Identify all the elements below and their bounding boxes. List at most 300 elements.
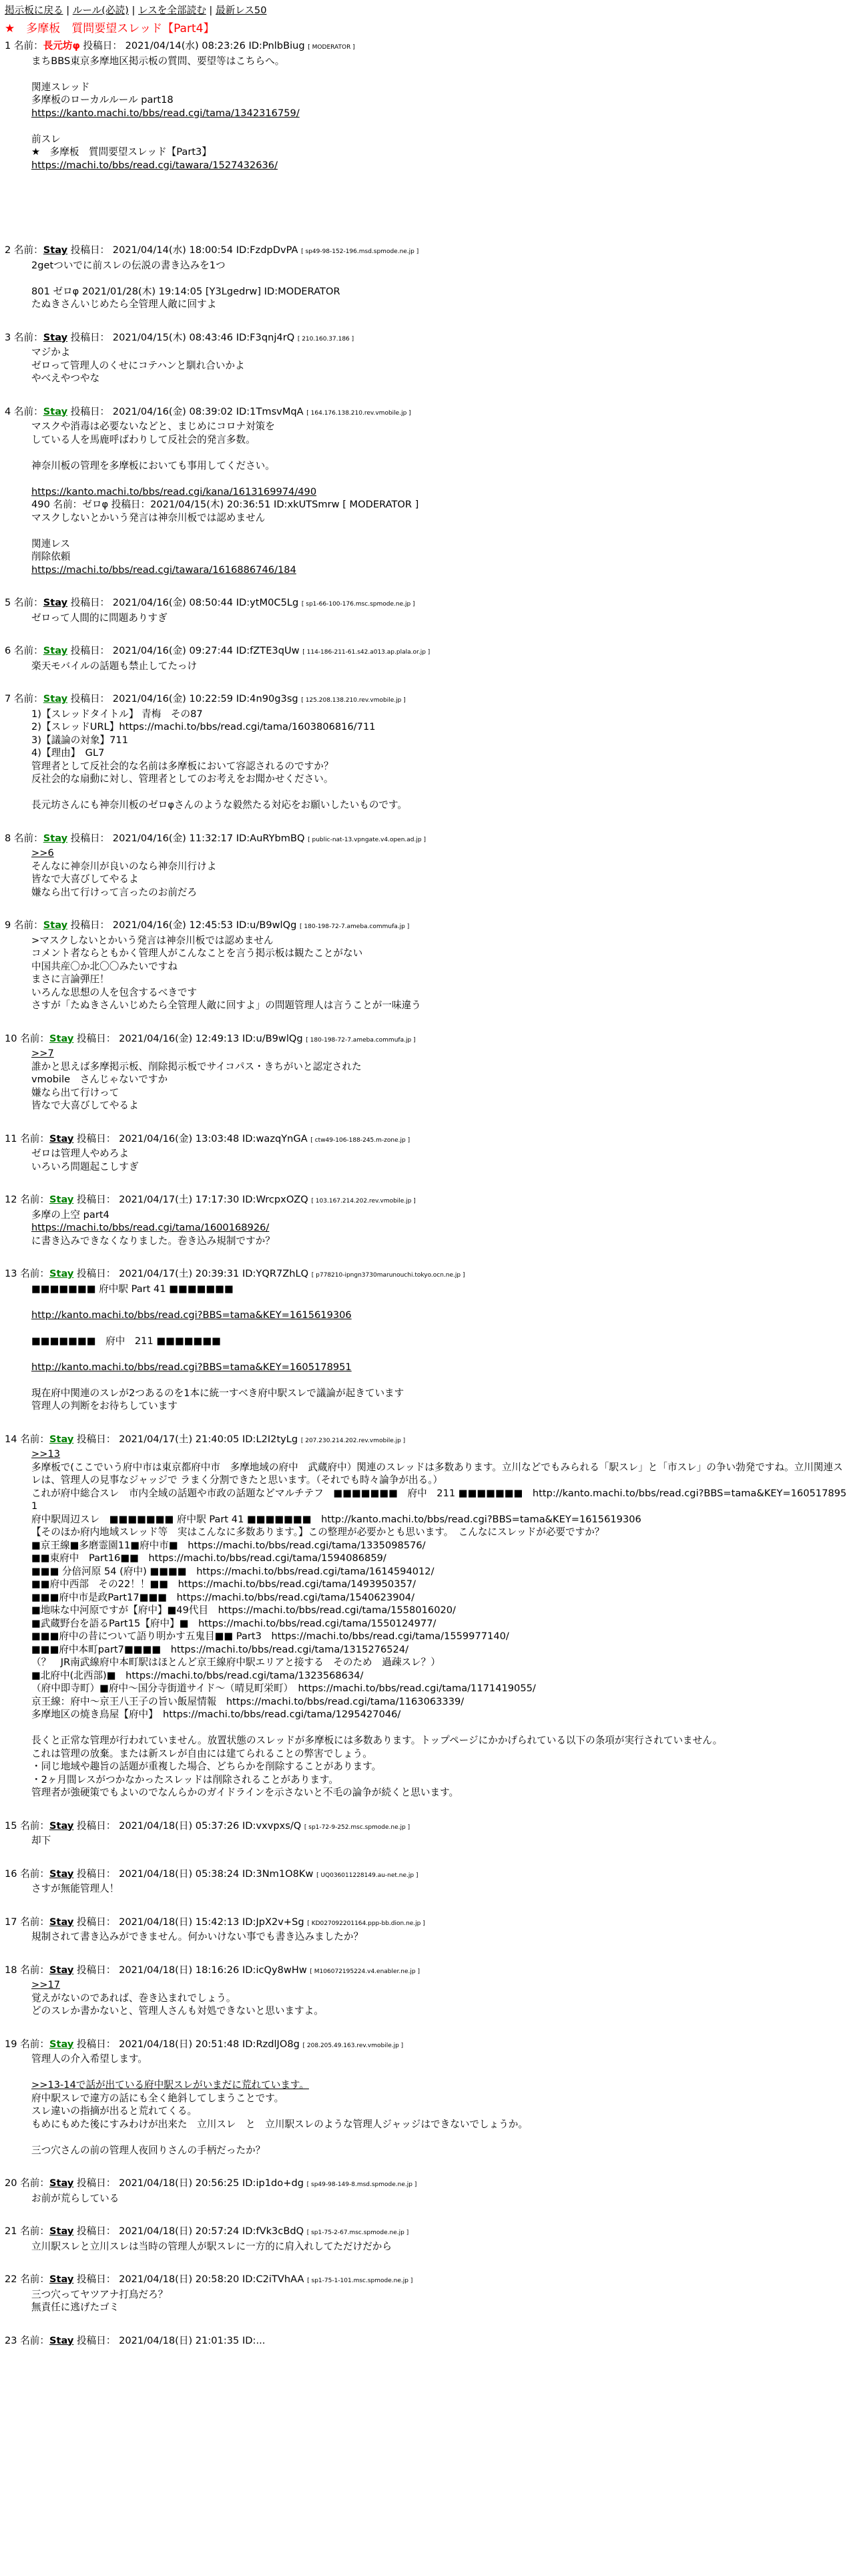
latest-50-link[interactable]: 最新レス50 — [216, 5, 267, 16]
post-id: ID:3Nm1O8Kw — [242, 1868, 314, 1880]
post-line-row — [31, 133, 852, 146]
rules-link[interactable]: ルール(必読) — [72, 5, 129, 16]
post-line: 801 ゼロφ 2021/01/28(木) 19:14:05 [Y3Lgedrw] ID:MODERATOR — [31, 285, 340, 297]
post-link[interactable]: https://machi.to/bbs/read.cgi/tawara/1527432636/ — [31, 159, 278, 171]
post-line-row — [31, 1060, 852, 1074]
post-date: 2021/04/16(金) 08:50:44 — [112, 597, 234, 608]
post-line-row — [31, 538, 852, 551]
post-header: 10 名前：Stay 投稿日： 2021/04/16(金) 12:49:13 ID:u/B9wlQg [ 180-198-72-7.ameba.commufa.jp ] — [5, 1032, 416, 1044]
post-date: 2021/04/18(日) 21:01:35 — [119, 2334, 240, 2346]
post-body — [31, 1882, 852, 1896]
post-line-row — [31, 2066, 852, 2079]
post-host: [ sp1-75-1-101.msc.spmode.ne.jp ] — [307, 2278, 413, 2284]
post-number: 8 — [5, 832, 11, 844]
post — [5, 2177, 852, 2205]
post-id: ID:PnlbBiug — [248, 40, 305, 51]
post-header: 12 名前：Stay 投稿日： 2021/04/17(土) 17:17:30 ID:WrcpxOZQ [ 103.167.214.202.rev.vmobile.jp ] — [5, 1194, 416, 1205]
post-header: 11 名前：Stay 投稿日： 2021/04/16(金) 13:03:48 ID:wazqYnGA [ ctw49-106-188-245.m-zone.jp ] — [5, 1132, 410, 1144]
post-line: ■■■府中本町part7■■■■ https://machi.to/bbs/read.cgi/tama/1315276524/ — [31, 1643, 409, 1655]
post-line-row — [31, 1147, 852, 1160]
post-line-row — [31, 146, 852, 159]
post-header: 7 名前：Stay 投稿日： 2021/04/16(金) 10:22:59 ID:4n90g3sg [ 125.208.138.210.rev.vmobile.jp ] — [5, 693, 406, 704]
post-line: さすが「たぬきさんいじめたら全管理人敵に回すよ」の問題管理人は言うことが一味違う — [31, 1000, 421, 1011]
post — [5, 331, 852, 385]
post-line: コメント者ならともかく管理人がこんなことを言う掲示板は観たことがない — [31, 947, 363, 959]
post-line-row — [31, 93, 852, 107]
poster-name[interactable]: 長元坊φ — [43, 40, 80, 51]
post-line-row — [31, 720, 852, 734]
post-line-row — [31, 2053, 852, 2066]
post-line-row — [31, 2105, 852, 2118]
post-date: 2021/04/18(日) 20:57:24 — [119, 2225, 240, 2237]
post-id: ID:ip1do+dg — [242, 2177, 304, 2189]
post-line: 三つ穴ってヤツアナ打鳥だろ？ — [31, 2288, 168, 2300]
post — [5, 2334, 852, 2350]
post-line: 嫌なら出て行けって言ったのお前だろ — [31, 886, 198, 898]
post-host: [ 210.160.37.186 ] — [297, 335, 354, 343]
post-line-row — [31, 1669, 852, 1683]
post-number: 13 — [5, 1268, 17, 1279]
post-date: 2021/04/14(水) 18:00:54 — [112, 244, 234, 256]
post — [5, 919, 852, 1012]
post-line: 神奈川板の管理を多摩板においても事用してください。 — [31, 459, 275, 471]
post-link[interactable]: >>17 — [31, 1979, 61, 1990]
post-header: 6 名前：Stay 投稿日： 2021/04/16(金) 09:27:44 ID:fZTE3qUw [ 114-186-211-61.s42.a013.ap.plala.or.jp ] — [5, 645, 431, 656]
post-line: これは管理の放棄。または新スレが自由には建てられることの弊害でしょう。 — [31, 1747, 372, 1759]
post-header: 5 名前：Stay 投稿日： 2021/04/16(金) 08:50:44 ID:ytM0C5Lg [ sp1-66-100-176.msc.spmode.ne.jp ] — [5, 597, 415, 608]
post-line-row — [31, 472, 852, 485]
post — [5, 1916, 852, 1944]
post-number: 20 — [5, 2177, 17, 2189]
poster-name[interactable]: Stay — [49, 1964, 74, 1976]
post-id: ID:AuRYbmBQ — [236, 832, 305, 844]
post-host: [ ctw49-106-188-245.m-zone.jp ] — [310, 1136, 410, 1144]
post-line: 却下 — [31, 1835, 51, 1846]
post-line-row — [31, 1373, 852, 1387]
post-line: ■■■ 分倍河原 54 (府中) ■■■■ https://machi.to/bbs/read.cgi/tama/1614594012/ — [31, 1565, 435, 1577]
post-line: 管理者が強硬策でもよいのでなんらかのガイドラインを示さないと不毛の論争が続くと思います。 — [31, 1787, 459, 1798]
post-id: ID:vxvpxs/Q — [242, 1819, 302, 1832]
post-line: ■北府中(北西部)■ https://machi.to/bbs/read.cgi/tama/1323568634/ — [31, 1669, 364, 1681]
post — [5, 596, 852, 624]
post-line: 関連スレッド — [31, 81, 90, 93]
post-line-row — [31, 1747, 852, 1761]
post-host: [ 180-198-72-7.ameba.commufa.jp ] — [306, 1036, 416, 1044]
post-line: 楽天モバイルの話題も禁止してたっけ — [31, 660, 198, 672]
post-line-row — [31, 359, 852, 373]
post-header: 15 名前：Stay 投稿日： 2021/04/18(日) 05:37:26 ID:vxvpxs/Q [ sp1-72-9-252.msc.spmode.ne.jp ] — [5, 1819, 410, 1832]
post-body — [31, 2288, 852, 2314]
poster-name[interactable]: Stay — [49, 1819, 74, 1832]
post-line: ・2ヶ月間レスがつかなかったスレッドは削除されることがあります。 — [31, 1773, 338, 1785]
post-line-row — [31, 485, 852, 499]
post — [5, 1819, 852, 1848]
post-line-row — [31, 1448, 852, 1461]
post-line: 管理者として反社会的な名前は多摩板において容認されるのですか？ — [31, 760, 334, 772]
post-link[interactable]: >>7 — [31, 1048, 54, 1059]
post-line: ■■■府中の昔について語り明かす五鬼目■■ Part3 https://machi.to/bbs/read.cgi/tama/1559977140/ — [31, 1631, 509, 1642]
post-line: いろいろ問題起こしすぎ — [31, 1160, 139, 1172]
post-line-row — [31, 1539, 852, 1552]
post-body — [31, 660, 852, 673]
post-line-row — [31, 746, 852, 760]
post-id: ID:JpX2v+Sg — [242, 1916, 304, 1928]
post-body — [31, 420, 852, 576]
post-line-row — [31, 786, 852, 799]
poster-name[interactable]: Stay — [49, 2177, 74, 2189]
post-line-row — [31, 1461, 852, 1487]
post — [5, 1868, 852, 1896]
post-header: 23 名前：Stay 投稿日： 2021/04/18(日) 21:01:35 ID:... — [5, 2334, 266, 2346]
poster-name[interactable]: Stay — [43, 693, 68, 704]
read-all-link[interactable]: レスを全部読む — [138, 5, 206, 16]
post-line: 2getついでに前スレの伝説の書き込みを1つ — [31, 259, 226, 271]
post-header: 1 名前：長元坊φ 投稿日： 2021/04/14(水) 08:23:26 ID:PnlbBiug [ MODERATOR ] — [5, 40, 355, 51]
post-line-row — [31, 285, 852, 298]
post-number: 21 — [5, 2225, 17, 2237]
post-line-row — [31, 107, 852, 120]
post-line-row — [31, 420, 852, 433]
post-number: 22 — [5, 2274, 17, 2285]
post-host: [ 207.230.214.202.rev.vmobile.jp ] — [300, 1437, 406, 1444]
post-line-row — [31, 1209, 852, 1222]
post-line-row — [31, 886, 852, 899]
post-number: 2 — [5, 244, 11, 256]
post-line-row — [31, 272, 852, 285]
post-line-row — [31, 372, 852, 385]
post-line: 長くと正常な管理が行われていません。放置状態のスレッドが多摩板には多数あります。トップページにかかげられている以下の条項が実行されていません。 — [31, 1735, 723, 1746]
poster-name[interactable]: Stay — [49, 1868, 74, 1880]
poster-name[interactable]: Stay — [43, 832, 68, 844]
post-line: ■地味な中河原ですが【府中】■49代目 https://machi.to/bbs/read.cgi/tama/1558016020/ — [31, 1604, 456, 1616]
post-header: 16 名前：Stay 投稿日： 2021/04/18(日) 05:38:24 ID:3Nm1O8Kw [ UQ036011228149.au-net.ne.jp ] — [5, 1868, 418, 1880]
post-line: 嫌なら出て行けって — [31, 1086, 119, 1098]
post-line: （府中即寺町）■府中〜国分寺街道サイド〜（晴見町栄町） https://machi.to/bbs/read.cgi/tama/1171419055/ — [31, 1683, 536, 1694]
post-line: まちBBS東京多摩地区掲示板の質問、要望等はこちらへ。 — [31, 55, 285, 67]
post-link[interactable]: https://machi.to/bbs/read.cgi/tawara/1616886746/184 — [31, 564, 296, 576]
post — [5, 832, 852, 899]
post-line-row — [31, 1552, 852, 1565]
post-host: [ 103.167.214.202.rev.vmobile.jp ] — [311, 1198, 416, 1205]
poster-name[interactable]: Stay — [49, 1194, 74, 1205]
post-line-row — [31, 934, 852, 947]
poster-name[interactable]: Stay — [49, 2334, 74, 2346]
post-line-row — [31, 55, 852, 68]
post-line: さすが無能管理人！ — [31, 1883, 119, 1894]
post-line-row — [31, 612, 852, 625]
post-body — [31, 1978, 852, 2018]
nav-separator: | — [63, 5, 73, 16]
post-line: 長元坊さんにも神奈川板のゼロφさんのような毅然たる対応をお願いしたいものです。 — [31, 799, 408, 811]
post-date: 2021/04/18(日) 15:42:13 — [119, 1916, 240, 1928]
post-line-row — [31, 799, 852, 812]
post-line-row — [31, 960, 852, 974]
post-body — [31, 1147, 852, 1173]
post-line: 多摩板のローカルルール part18 — [31, 94, 174, 105]
post-line-row — [31, 1565, 852, 1578]
poster-name[interactable]: Stay — [49, 1268, 74, 1279]
poster-name[interactable]: Stay — [49, 2274, 74, 2285]
post-line-row — [31, 2118, 852, 2131]
post-date: 2021/04/16(金) 12:45:53 — [112, 919, 234, 931]
post-link[interactable]: http://kanto.machi.to/bbs/read.cgi?BBS=tama&KEY=1615619306 — [31, 1309, 352, 1321]
post — [5, 244, 852, 311]
post-line-row — [31, 172, 852, 185]
post-host: [ M106072195224.v4.enabler.ne.jp ] — [310, 1968, 420, 1975]
post-line: 多摩の上空 part4 — [31, 1209, 109, 1221]
post-line-row — [31, 973, 852, 986]
post-line: 皆なで大喜びしてやるよ — [31, 1100, 139, 1111]
post-line: ゼロは管理人やめろよ — [31, 1148, 129, 1159]
post-line-row — [31, 1309, 852, 1322]
poster-name[interactable]: Stay — [43, 597, 68, 608]
poster-name[interactable]: Stay — [43, 331, 68, 343]
post-link[interactable]: https://kanto.machi.to/bbs/read.cgi/kana/1613169974/490 — [31, 485, 317, 497]
post-line-row — [31, 1604, 852, 1617]
post-line: ゼロって管理人のくせにコテハンと馴れ合いかよ — [31, 359, 245, 371]
post-line-row — [31, 2240, 852, 2253]
post-number: 12 — [5, 1194, 17, 1205]
post-link[interactable]: https://machi.to/bbs/read.cgi/tama/1600168926/ — [31, 1222, 270, 1233]
poster-name[interactable]: Stay — [49, 1916, 74, 1928]
post-line: 多摩地区の焼き鳥屋【府中】 https://machi.to/bbs/read.cgi/tama/1295427046/ — [31, 1709, 401, 1720]
post-line-row — [31, 1773, 852, 1787]
post-line-row — [31, 1347, 852, 1361]
post-line: >マスクしないとかいう発言は神奈川板では認めません — [31, 934, 274, 946]
post-line-row — [31, 847, 852, 860]
post-line: やべえやつやな — [31, 373, 100, 384]
post-line-row — [31, 1930, 852, 1944]
post-date: 2021/04/16(金) 11:32:17 — [112, 832, 234, 844]
post-line-row — [31, 1047, 852, 1060]
post-line-row — [31, 1656, 852, 1669]
post-id: ID:fZTE3qUw — [236, 645, 300, 656]
post-line: ■武蔵野台を語るPart15【府中】■ https://machi.to/bbs/read.cgi/tama/1550124977/ — [31, 1617, 437, 1629]
post-date: 2021/04/14(水) 08:23:26 — [125, 40, 246, 51]
post-line: ■■府中西部 その22！！■■ https://machi.to/bbs/read.cgi/tama/1493950357/ — [31, 1578, 416, 1590]
post-id: ID:F3qnj4rQ — [236, 331, 295, 343]
post-body — [31, 55, 852, 224]
post-date: 2021/04/16(金) 10:22:59 — [112, 693, 234, 704]
post-host: [ sp1-66-100-176.msc.spmode.ne.jp ] — [301, 601, 415, 608]
post-body — [31, 612, 852, 625]
post-line: ■■■府中市是政Part17■■■ https://machi.to/bbs/read.cgi/tama/1540623904/ — [31, 1591, 414, 1603]
post-date: 2021/04/16(金) 08:39:02 — [112, 405, 234, 417]
post — [5, 39, 852, 224]
post-line: vmobile さんじゃないですか — [31, 1074, 168, 1085]
post-host: [ 208.205.49.163.rev.vmobile.jp ] — [302, 2042, 404, 2049]
post-body — [31, 259, 852, 311]
post-line-row — [31, 459, 852, 473]
post-host: [ 180-198-72-7.ameba.commufa.jp ] — [300, 923, 410, 930]
post-line: マスクしないとかいう発言は神奈川板では認めません — [31, 511, 266, 523]
post-line: 490 名前：ゼロφ 投稿日：2021/04/15(木) 20:36:51 ID:xkUTSmrw [ MODERATOR ] — [31, 499, 419, 510]
post-line: 無責任に逃げたゴミ — [31, 2302, 119, 2313]
post-date: 2021/04/17(土) 21:40:05 — [119, 1433, 240, 1445]
post-body — [31, 2240, 852, 2253]
post-line-row — [31, 1643, 852, 1657]
post-id: ID:L2I2tyLg — [242, 1433, 298, 1445]
post-date: 2021/04/16(金) 12:49:13 — [119, 1032, 240, 1044]
post-line: スレ違いの指摘が出ると荒れてくる。 — [31, 2105, 198, 2117]
post-host: [ 125.208.138.210.rev.vmobile.jp ] — [301, 697, 406, 704]
post-line: 管理人の介入希望します。 — [31, 2053, 148, 2065]
post-id: ID:u/B9wlQg — [236, 919, 297, 931]
post-number: 17 — [5, 1916, 17, 1928]
post-number: 18 — [5, 1964, 17, 1976]
post-line: ゼロって人間的に問題ありすぎ — [31, 612, 168, 624]
post-line-row — [31, 346, 852, 359]
post-id: ID:YQR7ZhLQ — [242, 1268, 309, 1279]
post-line: 立川駅スレと立川スレは当時の管理人が駅スレに一方的に肩入れしてただけだから — [31, 2240, 392, 2252]
post-number: 9 — [5, 919, 11, 931]
post-header: 18 名前：Stay 投稿日： 2021/04/18(日) 18:16:26 ID:icQy8wHw [ M106072195224.v4.enabler.ne.jp ] — [5, 1964, 420, 1976]
post-line-row — [31, 2288, 852, 2302]
post-line: そんなに神奈川が良いのなら神奈川行けよ — [31, 860, 217, 872]
post-line: ■京王線■多磨霊園11■府中市■ https://machi.to/bbs/read.cgi/tama/1335098576/ — [31, 1539, 426, 1551]
post-id: ID:1TmsvMqA — [236, 405, 304, 417]
post-line: 【そのほか府内地域スレッド等 実はこんなに多数あります。】この整理が必要かとも思います。 こんなにスレッドが必要ですか？ — [31, 1526, 605, 1538]
back-to-board-link[interactable]: 掲示板に戻る — [5, 5, 63, 16]
post-host: [ public-nat-13.vpngate.v4.open.ad.jp ] — [308, 836, 426, 843]
poster-name[interactable]: Stay — [43, 405, 68, 417]
post-date: 2021/04/18(日) 05:37:26 — [119, 1819, 240, 1832]
post-line-row — [31, 2144, 852, 2157]
post-id: ID:C2iTVhAA — [242, 2274, 304, 2285]
poster-name[interactable]: Stay — [49, 1132, 74, 1144]
post-header: 14 名前：Stay 投稿日： 2021/04/17(土) 21:40:05 ID:L2I2tyLg [ 207.230.214.202.rev.vmobile.jp ] — [5, 1433, 406, 1445]
post-id: ID:RzdlJO8g — [242, 2038, 300, 2050]
post-line: ■■■■■■■ 府中 211 ■■■■■■■ — [31, 1335, 221, 1347]
post-line: ■■■■■■■ 府中駅 Part 41 ■■■■■■■ — [31, 1283, 234, 1295]
post-line: 削除依頼 — [31, 551, 71, 562]
poster-name[interactable]: Stay — [43, 244, 68, 256]
post-line: に書き込みできなくなりました。巻き込み規制ですか？ — [31, 1235, 275, 1247]
thread-title: ★ 多摩板 質問要望スレッド【Part4】 — [5, 21, 215, 35]
post-link[interactable]: >>13-14で話が出ている府中駅スレがいまだに荒れています。 — [31, 2079, 309, 2091]
post-header: 2 名前：Stay 投稿日： 2021/04/14(水) 18:00:54 ID:FzdpDvPA [ sp49-98-152-196.msd.spmode.ne.jp ] — [5, 244, 419, 256]
post-line: 多摩板で(ここでいう府中市は東京都府中市 多摩地域の府中 武蔵府中）関連のスレッドは多数あります。立川などでもみられる「駅スレ」と「市スレ」の争い勃発ですね。立川関連スレは、管理人の見事なジャッジで ラまく分割できたと思います。（それでも時々論争が出る。） — [31, 1461, 843, 1486]
post-number: 4 — [5, 405, 11, 417]
post-line-row — [31, 1221, 852, 1235]
post-line-row — [31, 1978, 852, 1992]
post-link[interactable]: >>13 — [31, 1448, 61, 1460]
post-body — [31, 847, 852, 899]
post-line: ・同じ地域や趣旨の話題が重複した場合、どちらかを削除することがあります。 — [31, 1761, 382, 1772]
post-line-row — [31, 1682, 852, 1695]
post-line-row — [31, 550, 852, 564]
post — [5, 2225, 852, 2253]
post — [5, 2273, 852, 2314]
post-link[interactable]: >>6 — [31, 847, 54, 859]
post-host: [ p778210-ipngn3730marunouchi.tokyo.ocn.ne.jp ] — [311, 1272, 465, 1279]
post-line: 関連レス — [31, 538, 70, 550]
post-body — [31, 346, 852, 385]
post-line-row — [31, 81, 852, 94]
post-header: 8 名前：Stay 投稿日： 2021/04/16(金) 11:32:17 ID:AuRYbmBQ [ public-nat-13.vpngate.v4.open.ad.jp ] — [5, 832, 426, 844]
post-date: 2021/04/15(木) 08:43:46 — [112, 331, 234, 343]
post — [5, 1964, 852, 2018]
post-host: [ 164.176.138.210.rev.vmobile.jp ] — [306, 409, 411, 417]
post-line-row — [31, 1387, 852, 1400]
post-line-row — [31, 524, 852, 538]
post-line-row — [31, 446, 852, 459]
post-date: 2021/04/18(日) 05:38:24 — [119, 1868, 240, 1880]
post-header: 19 名前：Stay 投稿日： 2021/04/18(日) 20:51:48 ID:RzdlJO8g [ 208.205.49.163.rev.vmobile.jp ] — [5, 2038, 404, 2050]
post-line: 府中駅スレで違方の話にも全く絶斜してしまうことです。 — [31, 2092, 284, 2104]
nav-separator: | — [128, 5, 139, 16]
post-header: 9 名前：Stay 投稿日： 2021/04/16(金) 12:45:53 ID:u/B9wlQg [ 180-198-72-7.ameba.commufa.jp ] — [5, 919, 410, 931]
poster-name[interactable]: Stay — [49, 2225, 74, 2237]
post-number: 1 — [5, 40, 11, 51]
post-line: ★ 多摩板 質問要望スレッド【Part3】 — [31, 146, 212, 158]
post-line-row — [31, 1160, 852, 1174]
poster-name[interactable]: Stay — [49, 1032, 74, 1044]
post-body — [31, 1047, 852, 1112]
poster-name[interactable]: Stay — [49, 2038, 74, 2050]
post-line-row — [31, 1321, 852, 1335]
post-header: 21 名前：Stay 投稿日： 2021/04/18(日) 20:57:24 ID:fVk3cBdQ [ sp1-75-2-67.msc.spmode.ne.jp ] — [5, 2225, 409, 2237]
post — [5, 1032, 852, 1112]
post-id: ID:... — [242, 2334, 266, 2346]
post-link[interactable]: https://kanto.machi.to/bbs/read.cgi/tama/1342316759/ — [31, 107, 300, 119]
post-body — [31, 2053, 852, 2157]
post-line-row — [31, 1695, 852, 1709]
post-host: [ KD027092201164.ppp-bb.dion.ne.jp ] — [307, 1920, 425, 1927]
post-line-row — [31, 1526, 852, 1539]
post-line-row — [31, 159, 852, 172]
post-line-row — [31, 120, 852, 133]
post-line-row — [31, 1235, 852, 1248]
post-line-row — [31, 1578, 852, 1591]
post-line: している人を馬鹿呼ばわりして反社会的発言多数。 — [31, 433, 256, 445]
post-body — [31, 1448, 852, 1799]
post-line-row — [31, 2131, 852, 2144]
post-line: 反社会的な扇動に対し、管理者としてのお考えをお聞かせください。 — [31, 773, 334, 785]
post-number: 10 — [5, 1032, 17, 1044]
post-line-row — [31, 511, 852, 525]
post-id: ID:fVk3cBdQ — [242, 2225, 304, 2237]
post-line-row — [31, 1283, 852, 1296]
poster-name[interactable]: Stay — [43, 645, 68, 656]
post-line: いろんな思想の人を包含するべきです — [31, 986, 198, 998]
post-line-row — [31, 1786, 852, 1799]
post-line-row — [31, 734, 852, 747]
post — [5, 1433, 852, 1799]
post-date: 2021/04/16(金) 13:03:48 — [119, 1132, 240, 1144]
post-body — [31, 1283, 852, 1413]
post-line-row — [31, 2079, 852, 2092]
poster-name[interactable]: Stay — [43, 919, 68, 931]
post-id: ID:ytM0C5Lg — [236, 597, 299, 608]
nav-separator: | — [206, 5, 216, 16]
post — [5, 1267, 852, 1413]
poster-name[interactable]: Stay — [49, 1433, 74, 1445]
post-line: （？ JR南武線府中本町駅はほとんど京王線府中駅エリアと接する そのため 過疎スレ？） — [31, 1657, 441, 1668]
post-id: ID:wazqYnGA — [242, 1132, 308, 1144]
post-line: 現在府中関連のスレが2つあるのを1本に統一すべき府中駅スレで議論が起きています — [31, 1387, 404, 1399]
post-line: 三つ穴さんの前の管理人夜回りさんの手柄だったか？ — [31, 2144, 266, 2156]
post-line: マジかよ — [31, 347, 71, 358]
post-line: 4)【理由】 GL7 — [31, 747, 105, 759]
post — [5, 644, 852, 672]
post-line-row — [31, 1400, 852, 1413]
post-link[interactable]: http://kanto.machi.to/bbs/read.cgi?BBS=tama&KEY=1605178951 — [31, 1361, 352, 1373]
post-line-row — [31, 2301, 852, 2314]
post-line-row — [31, 1361, 852, 1374]
post-host: [ sp49-98-152-196.msd.spmode.ne.jp ] — [301, 248, 419, 255]
post-header: 22 名前：Stay 投稿日： 2021/04/18(日) 20:58:20 ID:C2iTVhAA [ sp1-75-1-101.msc.spmode.ne.jp ] — [5, 2274, 413, 2285]
